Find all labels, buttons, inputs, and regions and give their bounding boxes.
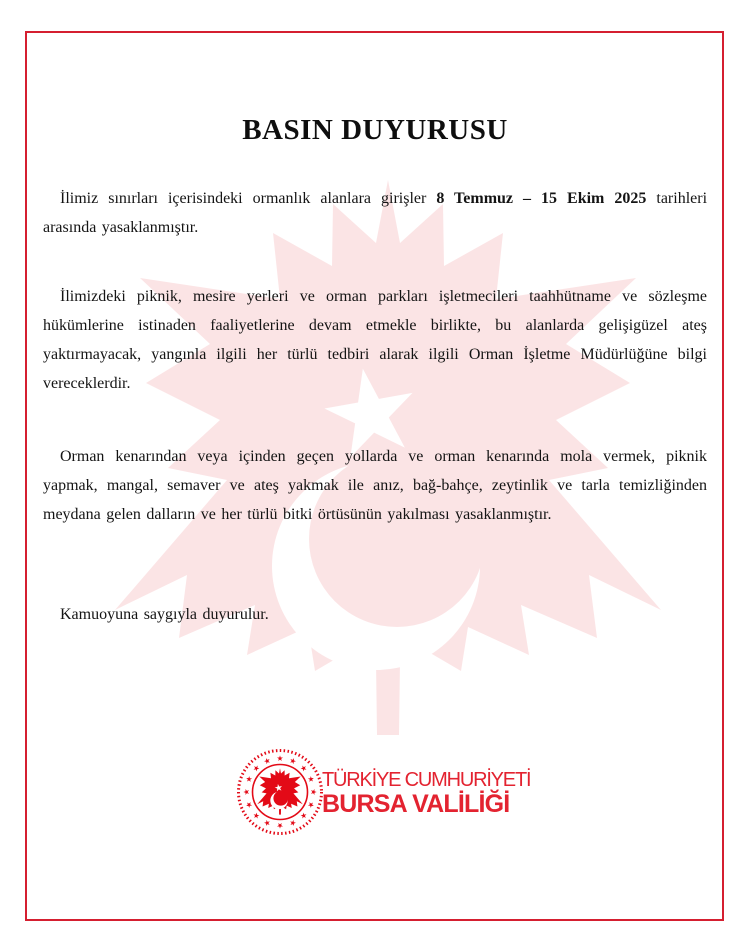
org-name-republic: TÜRKİYE CUMHURİYETİ	[322, 769, 531, 791]
seal-leaf-crescent-star	[257, 768, 303, 814]
paragraph-fire-prohibition: Orman kenarından veya içinden geçen yollarda ve orman kenarında mola vermek, piknik yapmak, mangal, semaver ve ateş yakmak ile anız, bağ-bahçe, zeytinlik ve tarla temizliğinden meydana gelen dalların ve her türlü bitki örtüsünün yakılması yasaklanmıştır.	[43, 448, 707, 523]
org-name-governorship: BURSA VALİLİĞİ	[322, 790, 510, 818]
paragraph-operators: İlimizdeki piknik, mesire yerleri ve orman parkları işletmecileri taahhütname ve sözleşme hükümlerine istinaden faaliyetlerine devam etmekle birlikte, bu alanlarda gelişigüzel ateş yaktırmayacak, yangınla ilgili her türlü tedbiri alarak ilgili Orman İşletme Müdürlüğüne bilgi vereceklerdir.	[43, 288, 707, 392]
document-content	[43, 33, 707, 629]
paragraph-ban-dates-prefix: İlimiz sınırları içerisindeki ormanlık alanlara girişler	[60, 190, 437, 207]
governorship-seal-icon	[232, 744, 328, 840]
paragraph-ban-dates	[43, 184, 707, 242]
ban-date-range: 8 Temmuz – 15 Ekim 2025	[436, 190, 647, 207]
paragraph-ban-dates-suffix: tarihleri arasında yasaklanmıştır.	[43, 190, 708, 236]
paragraph-closing: Kamuoyuna saygıyla duyurulur.	[60, 606, 269, 623]
page-title: BASIN DUYURUSU	[242, 114, 508, 146]
